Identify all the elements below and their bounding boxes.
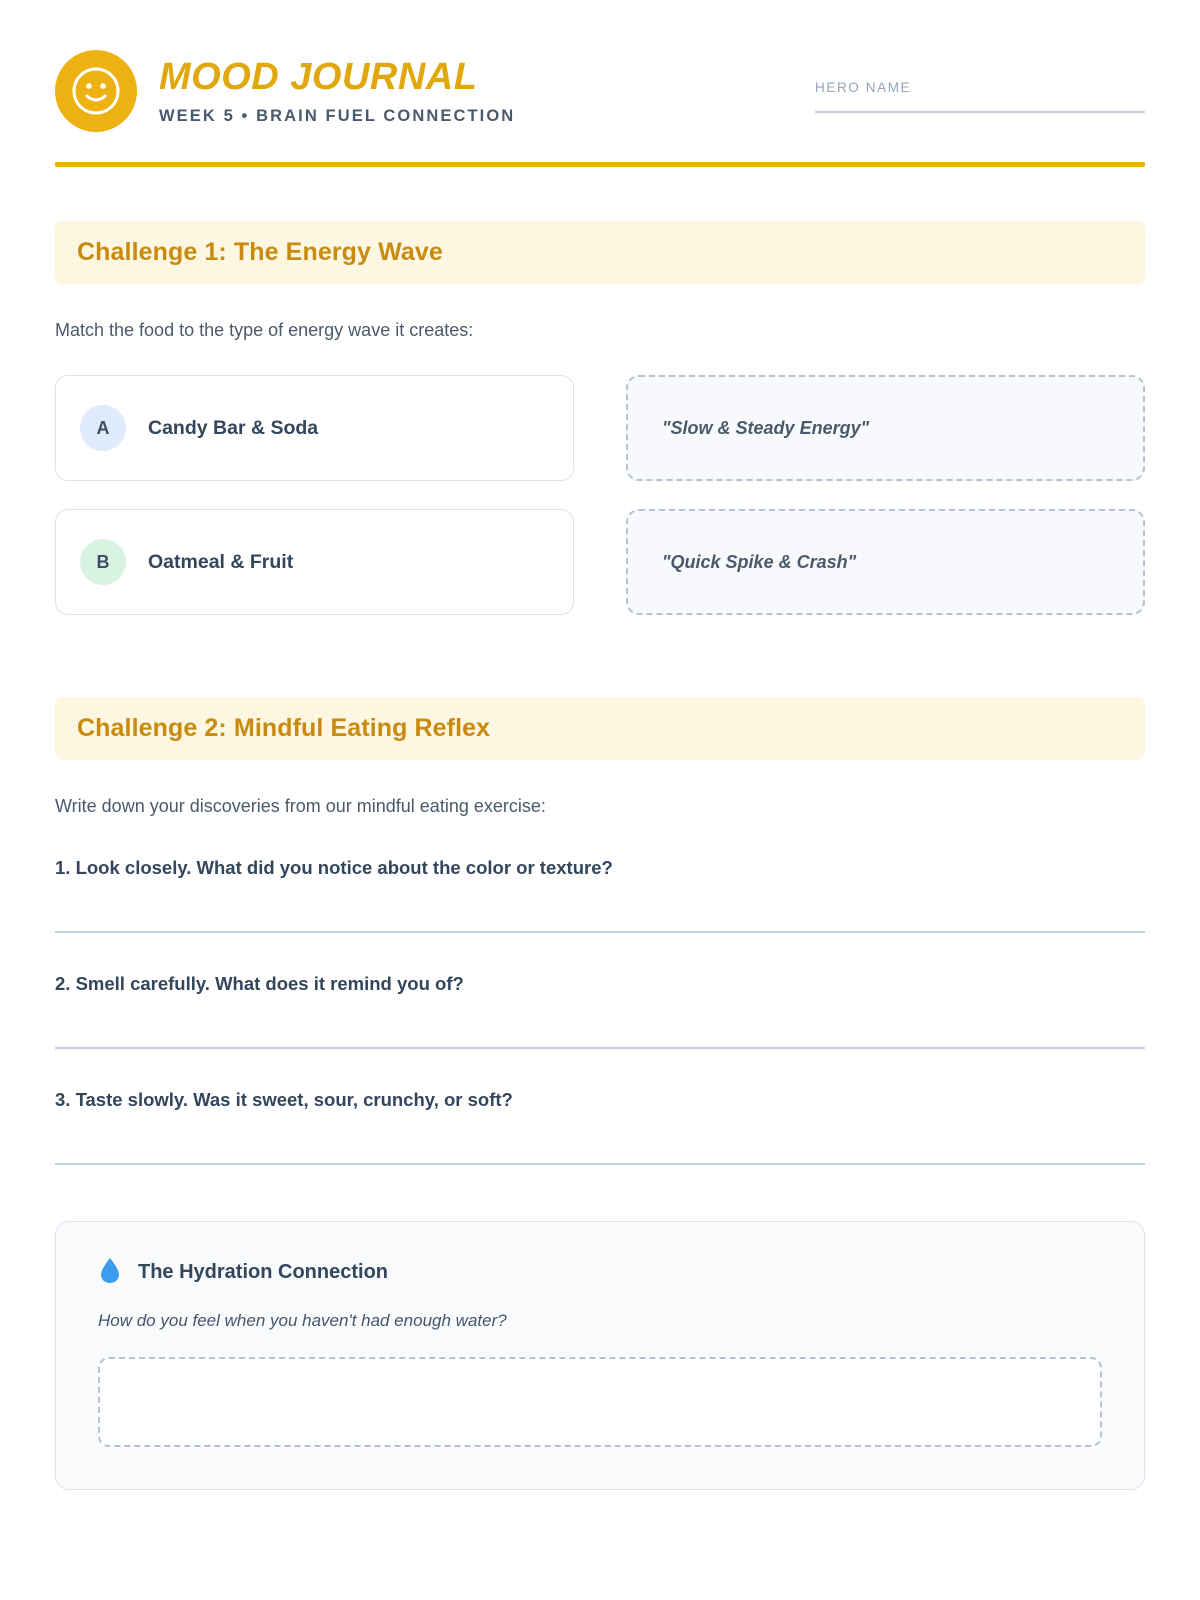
prompt-question: 3. Taste slowly. Was it sweet, sour, crunchy, or soft? [55,1089,513,1110]
answer-line[interactable] [55,931,1145,933]
prompt-2 [55,973,1145,1049]
smiley-face-icon [55,50,137,132]
challenge-1-intro: Match the food to the type of energy wave it creates: [55,320,474,340]
hero-name-writing-line[interactable] [815,111,1145,113]
match-badge-a: A [80,405,126,451]
section-spacer [55,643,1145,697]
match-badge-b: B [80,539,126,585]
drop-zone-label: "Slow & Steady Energy" [662,417,870,438]
page-title: MOOD JOURNAL [159,55,478,98]
match-card[interactable] [55,509,574,615]
brand-text [159,56,515,127]
match-row [55,509,1145,615]
answer-line[interactable] [55,1163,1145,1165]
prompt-question: 1. Look closely. What did you notice about the color or texture? [55,857,613,878]
answer-line[interactable] [55,1047,1145,1049]
challenge-1-title: Challenge 1: The Energy Wave [77,238,443,266]
page-header [55,50,1145,162]
match-label: Oatmeal & Fruit [148,550,294,573]
challenge-2-intro: Write down your discoveries from our mindful eating exercise: [55,796,546,816]
drop-zone[interactable] [626,509,1145,615]
water-drop-icon [98,1256,122,1289]
match-label: Candy Bar & Soda [148,416,319,439]
hydration-card [55,1221,1145,1490]
prompt-question: 2. Smell carefully. What does it remind you of? [55,973,464,994]
hero-name-field[interactable] [815,50,1145,113]
match-source-a[interactable] [55,375,574,481]
header-divider [55,162,1145,167]
match-target-1[interactable] [626,375,1145,481]
hydration-answer-box[interactable] [98,1357,1102,1447]
hero-name-label: HERO NAME [815,80,912,95]
drop-zone-label: "Quick Spike & Crash" [662,551,857,572]
challenge-1-banner [55,221,1145,284]
prompt-3 [55,1089,1145,1165]
match-card[interactable] [55,375,574,481]
prompt-1 [55,857,1145,933]
match-target-2[interactable] [626,509,1145,615]
challenge-2-banner [55,697,1145,760]
hydration-question: How do you feel when you haven't had enough water? [98,1311,507,1330]
match-row [55,375,1145,481]
brand-block [55,50,515,132]
hydration-header [98,1256,1102,1289]
hydration-title: The Hydration Connection [138,1261,388,1283]
match-source-b[interactable] [55,509,574,615]
page-subtitle: WEEK 5 • BRAIN FUEL CONNECTION [159,107,516,126]
drop-zone[interactable] [626,375,1145,481]
challenge-2-title: Challenge 2: Mindful Eating Reflex [77,714,491,742]
